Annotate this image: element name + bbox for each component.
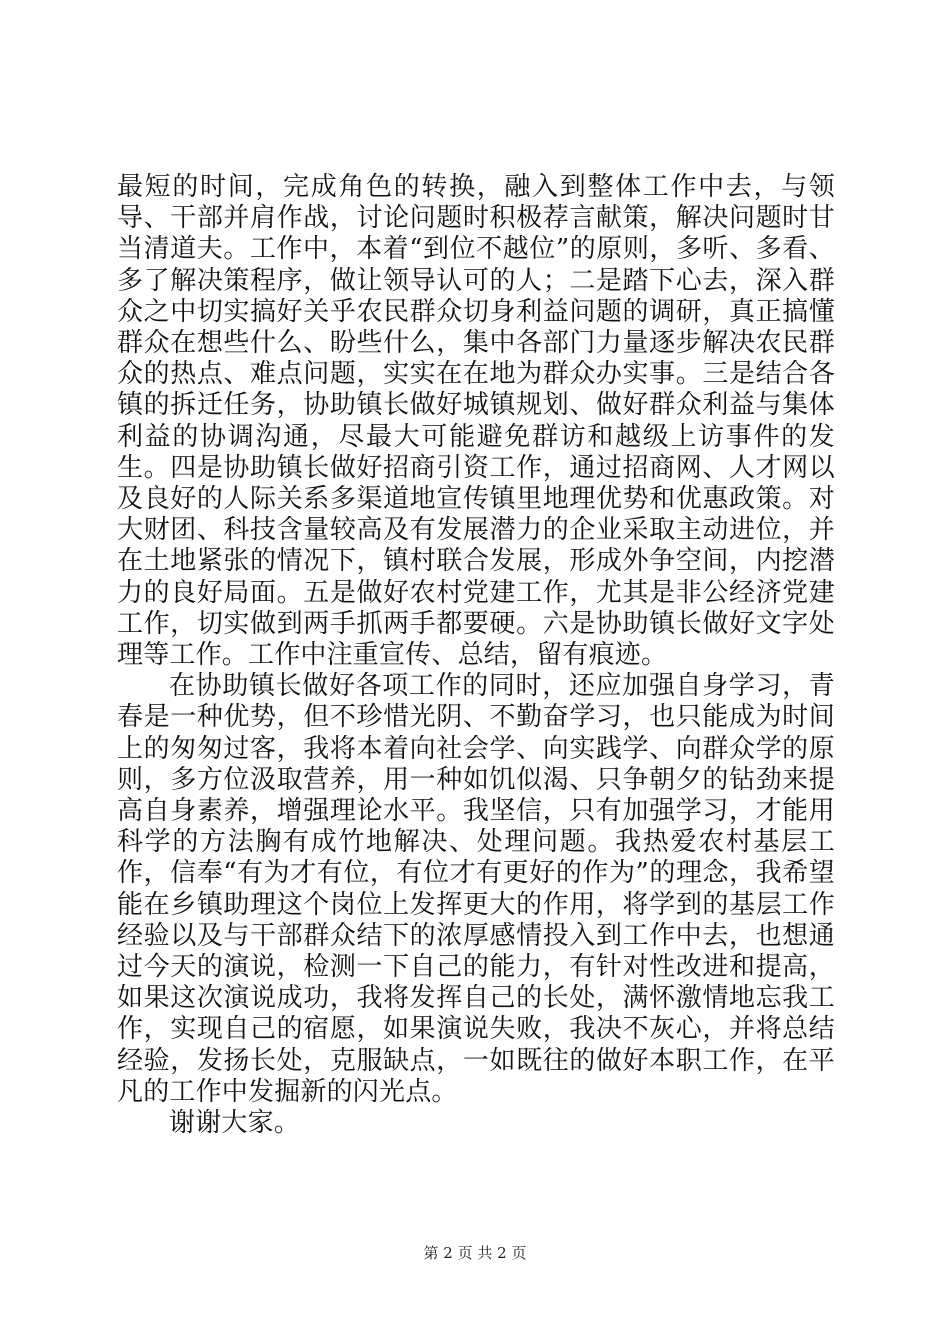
page-number-footer: 第 2 页 共 2 页: [423, 1244, 527, 1262]
document-body: [117, 172, 835, 1139]
paragraph-self-study: 在协助镇长做好各项工作的同时，还应加强自身学习，青春是一种优势，但不珍惜光阴、不勤奋学习，也只能成为时间上的匆匆过客，我将本着向社会学、向实践学、向群众学的原则，多方位汲取营养，用一种如饥似渴、只争朝夕的钻劲来提高自身素养，增强理论水平。我坚信，只有加强学习，才能用科学的方法胸有成竹地解决、处理问题。我热爱农村基层工作，信奉“有为才有位，有位才有更好的作为”的理念，我希望能在乡镇助理这个岗位上发挥更大的作用，将学到的基层工作经验以及与干部群众结下的浓厚感情投入到工作中去，也想通过今天的演说，检测一下自己的能力，有针对性改进和提高，如果这次演说成功，我将发挥自己的长处，满怀激情地忘我工作，实现自己的宿愿，如果演说失败，我决不灰心，并将总结经验，发扬长处，克服缺点，一如既往的做好本职工作，在平凡的工作中发掘新的闪光点。: [117, 671, 835, 1107]
paragraph-continued: 最短的时间，完成角色的转换，融入到整体工作中去，与领导、干部并肩作战，讨论问题时积极荐言献策，解决问题时甘当清道夫。工作中，本着“到位不越位”的原则，多听、多看、多了解决策程序，做让领导认可的人；二是踏下心去，深入群众之中切实搞好关乎农民群众切身利益问题的调研，真正搞懂群众在想些什么、盼些什么，集中各部门力量逐步解决农民群众的热点、难点问题，实实在在地为群众办实事。三是结合各镇的拆迁任务，协助镇长做好城镇规划、做好群众利益与集体利益的协调沟通，尽最大可能避免群访和越级上访事件的发生。四是协助镇长做好招商引资工作，通过招商网、人才网以及良好的人际关系多渠道地宣传镇里地理优势和优惠政策。对大财团、科技含量较高及有发展潜力的企业采取主动进位，并在土地紧张的情况下，镇村联合发展，形成外争空间，内挖潜力的良好局面。五是做好农村党建工作，尤其是非公经济党建工作，切实做到两手抓两手都要硬。六是协助镇长做好文字处理等工作。工作中注重宣传、总结，留有痕迹。: [117, 172, 835, 671]
paragraph-closing: 谢谢大家。: [169, 1108, 301, 1139]
